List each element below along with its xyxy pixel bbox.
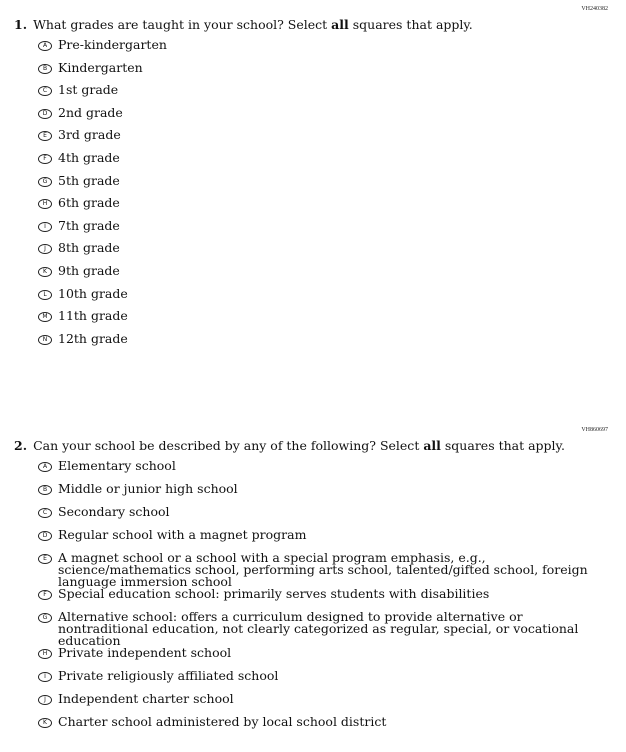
answer-option[interactable] bbox=[36, 104, 616, 130]
option-label: 12th grade bbox=[58, 330, 128, 346]
answer-option[interactable] bbox=[36, 529, 616, 552]
answer-option[interactable] bbox=[36, 716, 616, 739]
option-label: Elementary school bbox=[58, 458, 176, 473]
option-label: Pre-kindergarten bbox=[58, 37, 167, 52]
answer-bubble-icon[interactable]: J bbox=[38, 244, 52, 254]
question-2 bbox=[14, 438, 616, 739]
option-label: 7th grade bbox=[58, 217, 120, 233]
option-label: 9th grade bbox=[58, 262, 120, 278]
answer-bubble-icon[interactable]: M bbox=[38, 312, 52, 322]
answer-option[interactable] bbox=[36, 506, 616, 529]
answer-bubble-icon[interactable]: I bbox=[38, 222, 52, 232]
answer-option[interactable] bbox=[36, 172, 616, 198]
answer-option[interactable] bbox=[36, 59, 616, 85]
item-code: VH240382 bbox=[581, 6, 608, 12]
answer-bubble-icon[interactable]: K bbox=[38, 718, 52, 728]
answer-option[interactable] bbox=[36, 262, 616, 288]
answer-bubble-icon[interactable]: A bbox=[38, 462, 52, 472]
option-label: Private religiously affiliated school bbox=[58, 668, 279, 683]
item-code: VH860697 bbox=[581, 427, 608, 433]
answer-option[interactable] bbox=[36, 483, 616, 506]
answer-bubble-icon[interactable]: I bbox=[38, 672, 52, 682]
answer-option[interactable] bbox=[36, 330, 616, 356]
answer-bubble-icon[interactable]: E bbox=[38, 131, 52, 141]
answer-bubble-icon[interactable]: D bbox=[38, 531, 52, 541]
option-label: 8th grade bbox=[58, 240, 120, 256]
option-label: 11th grade bbox=[58, 308, 128, 324]
answer-bubble-icon[interactable]: A bbox=[38, 41, 52, 51]
answer-option[interactable] bbox=[36, 149, 616, 175]
option-label: A magnet school or a school with a special program emphasis, e.g., science/mathematics school, performing arts school, talented/gifted school, foreign language immersion school bbox=[58, 550, 588, 589]
question-stem: 2. Can your school be described by any of the following? Select all squares that apply. bbox=[14, 438, 565, 453]
answer-option[interactable] bbox=[36, 693, 616, 716]
answer-option[interactable] bbox=[36, 647, 616, 670]
answer-option[interactable] bbox=[36, 285, 616, 311]
option-label: Kindergarten bbox=[58, 59, 143, 75]
answer-option[interactable] bbox=[36, 670, 616, 693]
answer-bubble-icon[interactable]: F bbox=[38, 590, 52, 600]
answer-option[interactable] bbox=[36, 129, 616, 152]
option-label: 4th grade bbox=[58, 149, 120, 165]
answer-option[interactable] bbox=[36, 611, 616, 647]
answer-option[interactable] bbox=[36, 552, 616, 588]
option-label: 2nd grade bbox=[58, 104, 123, 120]
answer-bubble-icon[interactable]: H bbox=[38, 649, 52, 659]
answer-option[interactable] bbox=[36, 84, 616, 107]
option-label: 6th grade bbox=[58, 195, 120, 211]
answer-bubble-icon[interactable]: F bbox=[38, 154, 52, 164]
option-label: Special education school: primarily serves students with disabilities bbox=[58, 586, 490, 601]
answer-option[interactable] bbox=[36, 217, 616, 243]
question-stem: 1. What grades are taught in your school? Select all squares that apply. bbox=[14, 17, 473, 32]
option-label: Regular school with a magnet program bbox=[58, 527, 307, 542]
answer-bubble-icon[interactable]: L bbox=[38, 290, 52, 300]
answer-bubble-icon[interactable]: G bbox=[38, 177, 52, 187]
answer-bubble-icon[interactable]: H bbox=[38, 199, 52, 209]
option-label: Charter school administered by local school district bbox=[58, 714, 387, 729]
option-label: 10th grade bbox=[58, 285, 128, 301]
option-label: 3rd grade bbox=[58, 127, 121, 143]
option-label: Private independent school bbox=[58, 645, 232, 660]
answer-option[interactable] bbox=[36, 310, 616, 333]
answer-bubble-icon[interactable]: D bbox=[38, 109, 52, 119]
option-label: Alternative school: offers a curriculum designed to provide alternative or nontraditional education, not clearly categorized as regular, special, or vocational education bbox=[58, 609, 579, 648]
answer-bubble-icon[interactable]: E bbox=[38, 554, 52, 564]
option-label: 1st grade bbox=[58, 82, 119, 98]
question-1 bbox=[14, 17, 616, 355]
option-label: Independent charter school bbox=[58, 691, 234, 706]
answer-option[interactable] bbox=[36, 39, 616, 62]
answer-bubble-icon[interactable]: B bbox=[38, 485, 52, 495]
answer-bubble-icon[interactable]: G bbox=[38, 613, 52, 623]
answer-bubble-icon[interactable]: K bbox=[38, 267, 52, 277]
option-label: Middle or junior high school bbox=[58, 481, 238, 496]
answer-option[interactable] bbox=[36, 242, 616, 265]
answer-bubble-icon[interactable]: C bbox=[38, 86, 52, 96]
answer-bubble-icon[interactable]: J bbox=[38, 695, 52, 705]
answer-bubble-icon[interactable]: N bbox=[38, 335, 52, 345]
answer-option[interactable] bbox=[36, 460, 616, 483]
answer-option[interactable] bbox=[36, 197, 616, 220]
option-label: 5th grade bbox=[58, 172, 120, 188]
answer-bubble-icon[interactable]: C bbox=[38, 508, 52, 518]
option-label: Secondary school bbox=[58, 504, 170, 519]
answer-option[interactable] bbox=[36, 588, 616, 611]
answer-bubble-icon[interactable]: B bbox=[38, 64, 52, 74]
